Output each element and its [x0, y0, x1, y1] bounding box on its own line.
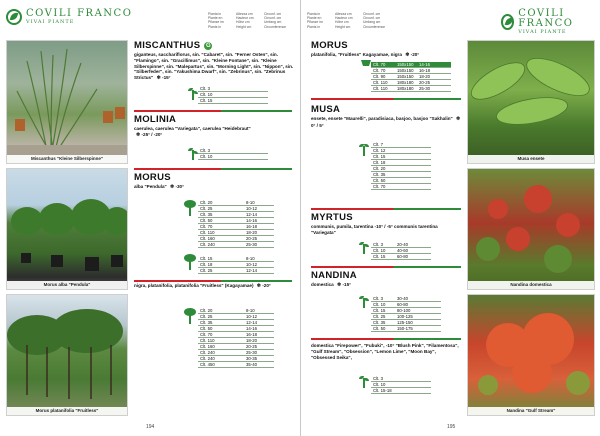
table-row: Clt. 15-18 — [371, 388, 431, 394]
photo-caption: Morus alba "Pendula" — [7, 281, 127, 289]
table-row: Clt. 18 10-12 — [198, 262, 274, 268]
table-row: Clt. 450 35-40 — [198, 362, 274, 368]
snowflake-icon: ❄ — [405, 52, 410, 58]
section-title: MISCANTHUS — [134, 40, 201, 51]
legend-col-2: Circonf. cm Circonf. cm Umfang cm Circumference — [264, 12, 287, 29]
grass-illustration — [7, 41, 128, 164]
tree-icon — [184, 308, 196, 324]
table-row: Clt. 35 — [371, 172, 431, 178]
leaf-logo-icon — [6, 9, 22, 25]
section-miscanthus — [134, 40, 294, 82]
section-desc: giganteus, sacchariflorus, sin. "Cabaret", sin. "Ferner Osten", sin. "Flamingo", sin. "Gracillimus", sin. "Kleine Fontane", sin. "Kleine Silberspinne", sin. "Malepartus", sin. "Morning Light", sin. "Nippon", sin. "Silberfeder", sin. "Yakushima Dwarf", sin. "Zebrinus", sin. "Zebrinus Strictus" ❄ -15° — [134, 52, 294, 82]
header-legend — [307, 12, 385, 29]
table-row: Clt. 90 150x150 18-20 — [371, 74, 451, 80]
brand-logo — [501, 9, 600, 35]
table-row: Clt. 35 12-14 — [198, 320, 274, 326]
shrub-plant-icon — [359, 294, 369, 308]
table-morus-alba-2 — [198, 256, 274, 274]
table-row: Clt. 20 — [371, 166, 431, 172]
legend-col-0: Pianta in Plante en Pflanze im Plants in — [307, 12, 323, 29]
section-myrtus — [311, 212, 461, 236]
section-morus-alba — [134, 172, 294, 191]
table-row: Clt. 15 — [198, 98, 268, 104]
photo-miscanthus — [6, 40, 128, 164]
shrub-plant-icon — [359, 374, 369, 388]
page-header-right — [301, 4, 600, 35]
page-number: 194 — [146, 424, 155, 430]
table-row: Clt. 10 40-60 — [371, 248, 431, 254]
trees-illustration — [7, 295, 128, 416]
leaf-logo-icon — [501, 14, 514, 30]
table-molinia — [198, 148, 268, 160]
pot-icon — [361, 60, 371, 66]
photo-caption: Miscanthus "Kleine Silberspinne" — [7, 155, 127, 163]
table-morus-nigra — [198, 308, 274, 368]
section-musa — [311, 104, 461, 129]
section-divider — [311, 338, 461, 340]
table-row: Clt. 20 8-10 — [198, 308, 274, 314]
brand-sub: VIVAI PIANTE — [26, 19, 75, 25]
table-row: Clt. 20 8-10 — [198, 200, 274, 206]
brand-name: COVILI FRANCO — [26, 8, 133, 19]
table-morus-platanifolia — [371, 62, 451, 92]
section-divider — [311, 208, 461, 210]
section-desc: alba "Pendula" ❄ -30° — [134, 184, 184, 190]
snowflake-icon: ❄ — [156, 75, 161, 82]
page-number: 195 — [447, 424, 456, 430]
table-miscanthus — [198, 86, 268, 104]
grass-plant-icon — [188, 86, 198, 100]
shrub-plant-icon — [359, 240, 369, 254]
table-row: Clt. 25 10-12 — [198, 314, 274, 320]
table-nandina-varieties — [371, 376, 431, 394]
snowflake-icon: ❄ — [169, 184, 175, 190]
section-title: MOLINIA — [134, 114, 177, 125]
photo-morus-platanifolia — [6, 294, 128, 416]
table-row: Clt. 50 14-16 — [198, 326, 274, 332]
section-morus-platanifolia — [311, 40, 461, 59]
table-row: Clt. 70 150x150 14-16 — [371, 62, 451, 68]
brand-logo — [6, 9, 132, 25]
header-legend — [208, 12, 286, 29]
photo-morus-pendula — [6, 168, 128, 290]
photo-caption: Musa ensete — [468, 155, 594, 163]
section-title: MYRTUS — [311, 212, 353, 223]
legend-col-2: Circonf. cm Circonf. cm Umfang cm Circumference — [363, 12, 386, 29]
table-row: Clt. 110 180x180 25-30 — [371, 86, 451, 92]
photo-caption: Nandina "Gulf Stream" — [468, 407, 594, 415]
banana-leaves-illustration — [468, 41, 595, 164]
table-row: Clt. 25 10-12 — [198, 206, 274, 212]
section-title: MUSA — [311, 104, 341, 115]
table-row: Clt. 50 150-175 — [371, 326, 441, 332]
table-row: Clt. 35 125-150 — [371, 320, 441, 326]
table-row: Clt. 10 60-80 — [371, 302, 441, 308]
g-badge-icon: G — [206, 42, 211, 49]
section-divider — [134, 110, 292, 112]
section-morus-nigra — [134, 282, 294, 290]
table-row: Clt. 3 — [371, 376, 431, 382]
table-row: Clt. 160 20-25 — [198, 344, 274, 350]
section-divider — [311, 98, 461, 100]
section-desc: nigra, platanifolia, platanifolia "Fruitless" (Kagayamae) ❄ -20° — [134, 283, 271, 289]
section-nandina — [311, 270, 461, 289]
weeping-tree-icon — [184, 200, 196, 216]
table-row: Clt. 70 16-18 — [198, 224, 274, 230]
table-row: Clt. 25 12-14 — [198, 268, 274, 274]
table-row: Clt. 70 16-18 — [198, 332, 274, 338]
table-row: Clt. 110 18-20 — [198, 338, 274, 344]
photo-nandina-gulf-stream — [467, 294, 595, 416]
grass-plant-icon — [188, 146, 198, 160]
table-myrtus — [371, 242, 431, 260]
section-title: MORUS — [134, 172, 171, 183]
table-row: Clt. 240 25-30 — [198, 242, 274, 248]
section-title: NANDINA — [311, 270, 357, 281]
table-row: Clt. 10 — [198, 154, 268, 160]
legend-col-1: Altezza cm Hauteur cm Höhe cm Height cm — [335, 12, 353, 29]
table-row: Clt. 240 30-35 — [198, 356, 274, 362]
photo-nandina-domestica — [467, 168, 595, 290]
table-row: Clt. 15 8-10 — [198, 256, 274, 262]
snowflake-icon: ❄ — [337, 282, 342, 288]
section-desc: domestica ❄ -15° — [311, 282, 351, 288]
snowflake-icon: ❄ — [256, 283, 261, 289]
snowflake-icon: ❄ — [136, 131, 141, 138]
table-row: Clt. 70 150x150 16-18 — [371, 68, 451, 74]
section-nandina-varieties — [311, 342, 461, 360]
section-desc: caerulea, caerulea "Variegata", caerulea "Heidebraut" ❄ -25° / -20° — [134, 126, 251, 138]
table-morus-alba — [198, 200, 274, 248]
section-desc: platanifolia, "Fruitless" Kagayamae, nigra ❄ -20° — [311, 52, 420, 58]
weeping-trees-illustration — [7, 169, 128, 290]
page-header-left — [0, 4, 300, 30]
table-row: Clt. 50 14-16 — [198, 218, 274, 224]
table-nandina — [371, 296, 441, 332]
table-row: Clt. 50 — [371, 178, 431, 184]
palm-plant-icon — [359, 142, 369, 156]
section-desc: domestica "Firepower", "Fubuki", -10° "Blush Pink", "Filamentosa", "Gulf Stream", "Obsession", "Lemon Lime", "Moon Bay", "Obsessed Seika", — [311, 343, 459, 360]
section-title: MORUS — [311, 40, 348, 51]
table-row: Clt. 18 — [371, 160, 431, 166]
table-row: Clt. 12 — [371, 148, 431, 154]
table-row: Clt. 3 — [198, 86, 268, 92]
table-musa — [371, 142, 431, 190]
table-row: Clt. 110 18-20 — [198, 230, 274, 236]
table-row: Clt. 160 20-25 — [198, 236, 274, 242]
tree-icon — [184, 254, 196, 270]
legend-col-1: Altezza cm Hauteur cm Höhe cm Height cm — [236, 12, 254, 29]
table-row: Clt. 70 — [371, 184, 431, 190]
section-desc: communis, pumila, tarentina -10° / -5° communis tarentina "Variegata" — [311, 224, 438, 235]
table-row: Clt. 35 12-14 — [198, 212, 274, 218]
section-molinia — [134, 114, 294, 139]
table-row: Clt. 15 — [371, 154, 431, 160]
table-row: Clt. 15 60-80 — [371, 254, 431, 260]
section-divider — [134, 168, 292, 170]
table-row: Clt. 15 80-100 — [371, 308, 441, 314]
table-row: Clt. 110 180x180 20-25 — [371, 80, 451, 86]
table-row: Clt. 10 — [371, 382, 431, 388]
photo-caption: Morus platanifolia "Fruitless" — [7, 407, 127, 415]
snowflake-icon: ❄ — [456, 116, 461, 122]
nandina-illustration — [468, 169, 595, 290]
table-row: Clt. 240 25-30 — [198, 350, 274, 356]
table-row: Clt. 7 — [371, 142, 431, 148]
brand-name: COVILI FRANCO — [518, 8, 574, 29]
table-row: Clt. 25 100-125 — [371, 314, 441, 320]
legend-col-0: Pianta in Plante en Pflanze im Plants in — [208, 12, 224, 29]
section-divider — [311, 266, 461, 268]
table-row: Clt. 10 — [198, 92, 268, 98]
brand-sub: VIVAI PIANTE — [518, 29, 567, 35]
page-right — [300, 0, 600, 436]
table-row: Clt. 3 30-40 — [371, 296, 441, 302]
nandina-gulf-illustration — [468, 295, 595, 416]
table-row: Clt. 3 20-40 — [371, 242, 431, 248]
photo-musa — [467, 40, 595, 164]
section-desc: ensete, ensete "Maurelli", paradisiaca, basjoo, basjoo "Sakhalin" ❄ 0° / 5° — [311, 116, 461, 128]
table-row: Clt. 3 — [198, 148, 268, 154]
photo-caption: Nandina domestica — [468, 281, 594, 289]
